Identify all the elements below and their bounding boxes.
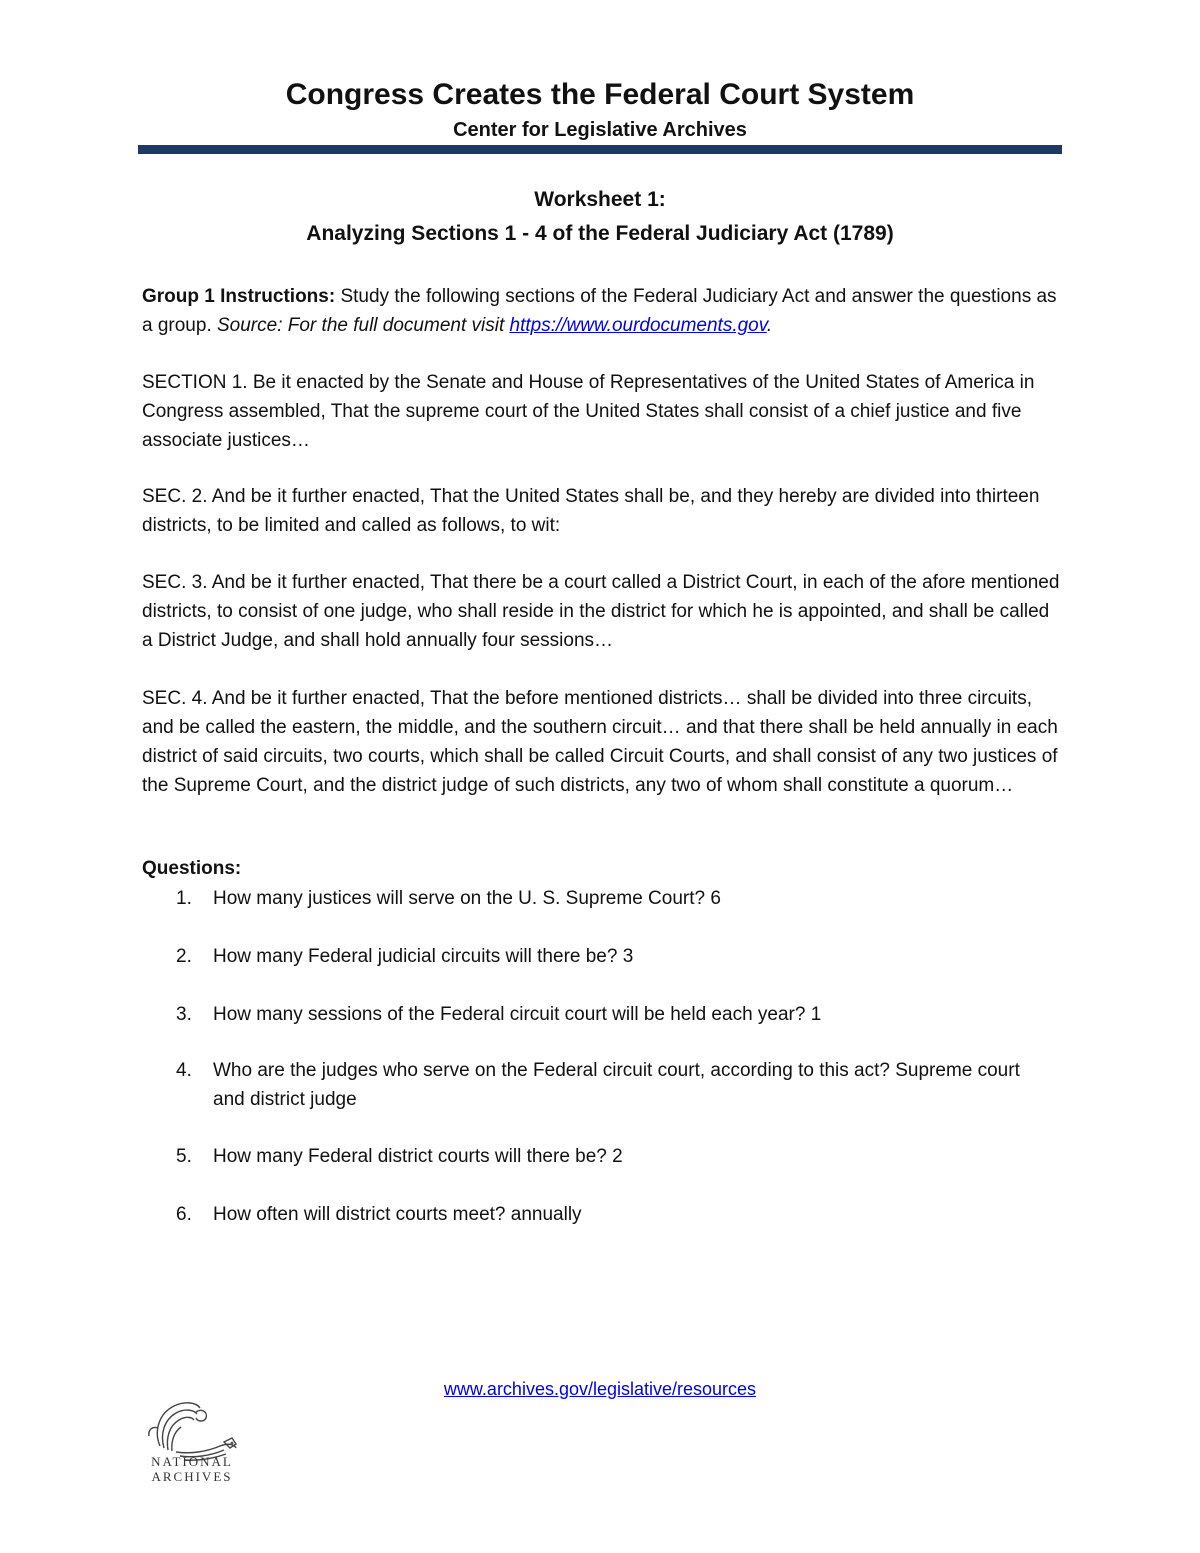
worksheet-title: Analyzing Sections 1 - 4 of the Federal Judiciary Act (1789) xyxy=(306,222,894,245)
document-title: Congress Creates the Federal Court System xyxy=(285,78,915,111)
question-number: 6. xyxy=(176,1204,192,1225)
section-3-paragraph xyxy=(142,568,1062,655)
document-subtitle: Center for Legislative Archives xyxy=(453,119,747,141)
question-text: Who are the judges who serve on the Federal circuit court, according to this act? Supreme court and district judge xyxy=(213,1060,1020,1110)
section-4-paragraph xyxy=(142,684,1062,800)
question-item xyxy=(142,1000,1042,1029)
question-item xyxy=(142,942,1042,971)
question-number: 5. xyxy=(176,1146,192,1167)
instructions-label: Group 1 Instructions: xyxy=(142,286,336,307)
question-item xyxy=(142,884,1042,913)
question-number: 2. xyxy=(176,946,192,967)
instructions-paragraph xyxy=(142,282,1062,340)
section-3-text: SEC. 3. And be it further enacted, That there be a court called a District Court, in each of the afore mentioned districts, to consist of one judge, who shall reside in the district for which he is appointed, and shall be called a District Judge, and shall hold annually four sessions… xyxy=(142,572,1060,651)
question-text: How many sessions of the Federal circuit court will be held each year? 1 xyxy=(213,1004,822,1025)
question-text: How many Federal district courts will there be? 2 xyxy=(213,1146,623,1167)
logo-text-line-2: ARCHIVES xyxy=(151,1469,233,1484)
header-divider xyxy=(138,145,1062,154)
questions-heading: Questions: xyxy=(142,858,242,879)
question-number: 4. xyxy=(176,1060,192,1081)
section-2-text: SEC. 2. And be it further enacted, That the United States shall be, and they hereby are divided into thirteen districts, to be limited and called as follows, to wit: xyxy=(142,486,1040,536)
worksheet-heading xyxy=(138,183,1062,251)
logo-text-line-1: NATIONAL xyxy=(151,1454,233,1469)
question-text: How many Federal judicial circuits will there be? 3 xyxy=(213,946,634,967)
section-1-paragraph xyxy=(142,368,1062,455)
question-text: How often will district courts meet? annually xyxy=(213,1204,582,1225)
question-item xyxy=(142,1142,1042,1171)
question-item xyxy=(142,1056,1042,1114)
question-text: How many justices will serve on the U. S. Supreme Court? 6 xyxy=(213,888,721,909)
worksheet-label: Worksheet 1: xyxy=(534,188,666,211)
source-link[interactable]: https://www.ourdocuments.gov xyxy=(509,315,767,336)
instructions-text: Study the following sections of the Federal Judiciary Act and answer the questions as a group. xyxy=(142,286,1057,336)
question-number: 1. xyxy=(176,888,192,909)
section-4-text: SEC. 4. And be it further enacted, That the before mentioned districts… shall be divided into three circuits, and be called the eastern, the middle, and the southern circuit… and that there shall be held annually in each district of said circuits, two courts, which shall be called Circuit Courts, and shall consist of any two justices of the Supreme Court, and the district judge of such districts, any two of whom shall constitute a quorum… xyxy=(142,688,1058,796)
footer-resources-link[interactable]: www.archives.gov/legislative/resources xyxy=(443,1379,757,1399)
footer xyxy=(138,1376,1062,1402)
document-header xyxy=(138,76,1062,144)
section-1-text: SECTION 1. Be it enacted by the Senate and House of Representatives of the United States of America in Congress assembled, That the supreme court of the United States shall consist of a chief justice and five associate justices… xyxy=(142,372,1035,451)
question-number: 3. xyxy=(176,1004,192,1025)
source-prefix: Source: For the full document visit xyxy=(217,315,510,336)
question-item xyxy=(142,1200,1042,1229)
section-2-paragraph xyxy=(142,482,1062,540)
source-suffix: . xyxy=(766,315,773,336)
